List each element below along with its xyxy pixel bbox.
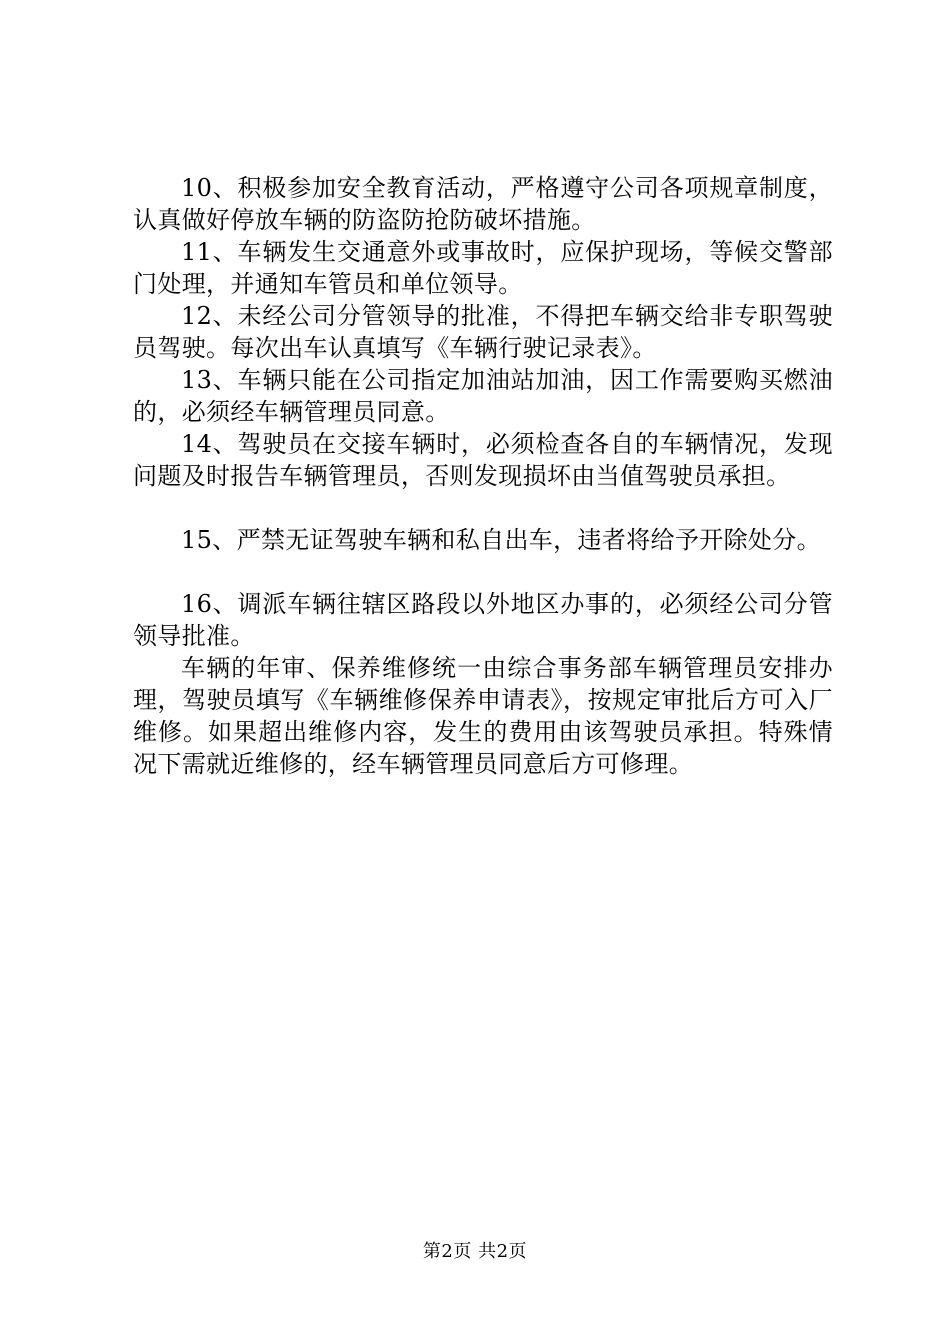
paragraph-15: 15、严禁无证驾驶车辆和私自出车，违者将给予开除处分。 (181, 526, 821, 554)
document-body (133, 172, 833, 780)
page-number-footer: 第2页 共2页 (422, 1241, 528, 1262)
paragraph-maintenance: 车辆的年审、保养维修统一由综合事务部车辆管理员安排办理，驾驶员填写《车辆维修保养申请表》，按规定审批后方可入厂维修。如果超出维修内容，发生的费用由该驾驶员承担。特殊情况下需就近维修的，经车辆管理员同意后方可修理。 (133, 654, 833, 778)
paragraph-11: 11、车辆发生交通意外或事故时，应保护现场，等候交警部门处理，并通知车管员和单位领导。 (133, 238, 833, 298)
paragraph-13: 13、车辆只能在公司指定加油站加油，因工作需要购买燃油的，必须经车辆管理员同意。 (133, 366, 833, 426)
paragraph-10: 10、积极参加安全教育活动，严格遵守公司各项规章制度，认真做好停放车辆的防盗防抢防破坏措施。 (133, 174, 833, 234)
paragraph-14: 14、驾驶员在交接车辆时，必须检查各自的车辆情况，发现问题及时报告车辆管理员，否则发现损坏由当值驾驶员承担。 (133, 430, 833, 490)
paragraph-16: 16、调派车辆往辖区路段以外地区办事的，必须经公司分管领导批准。 (133, 590, 833, 650)
paragraph-12: 12、未经公司分管领导的批准，不得把车辆交给非专职驾驶员驾驶。每次出车认真填写《车辆行驶记录表》。 (133, 302, 833, 362)
